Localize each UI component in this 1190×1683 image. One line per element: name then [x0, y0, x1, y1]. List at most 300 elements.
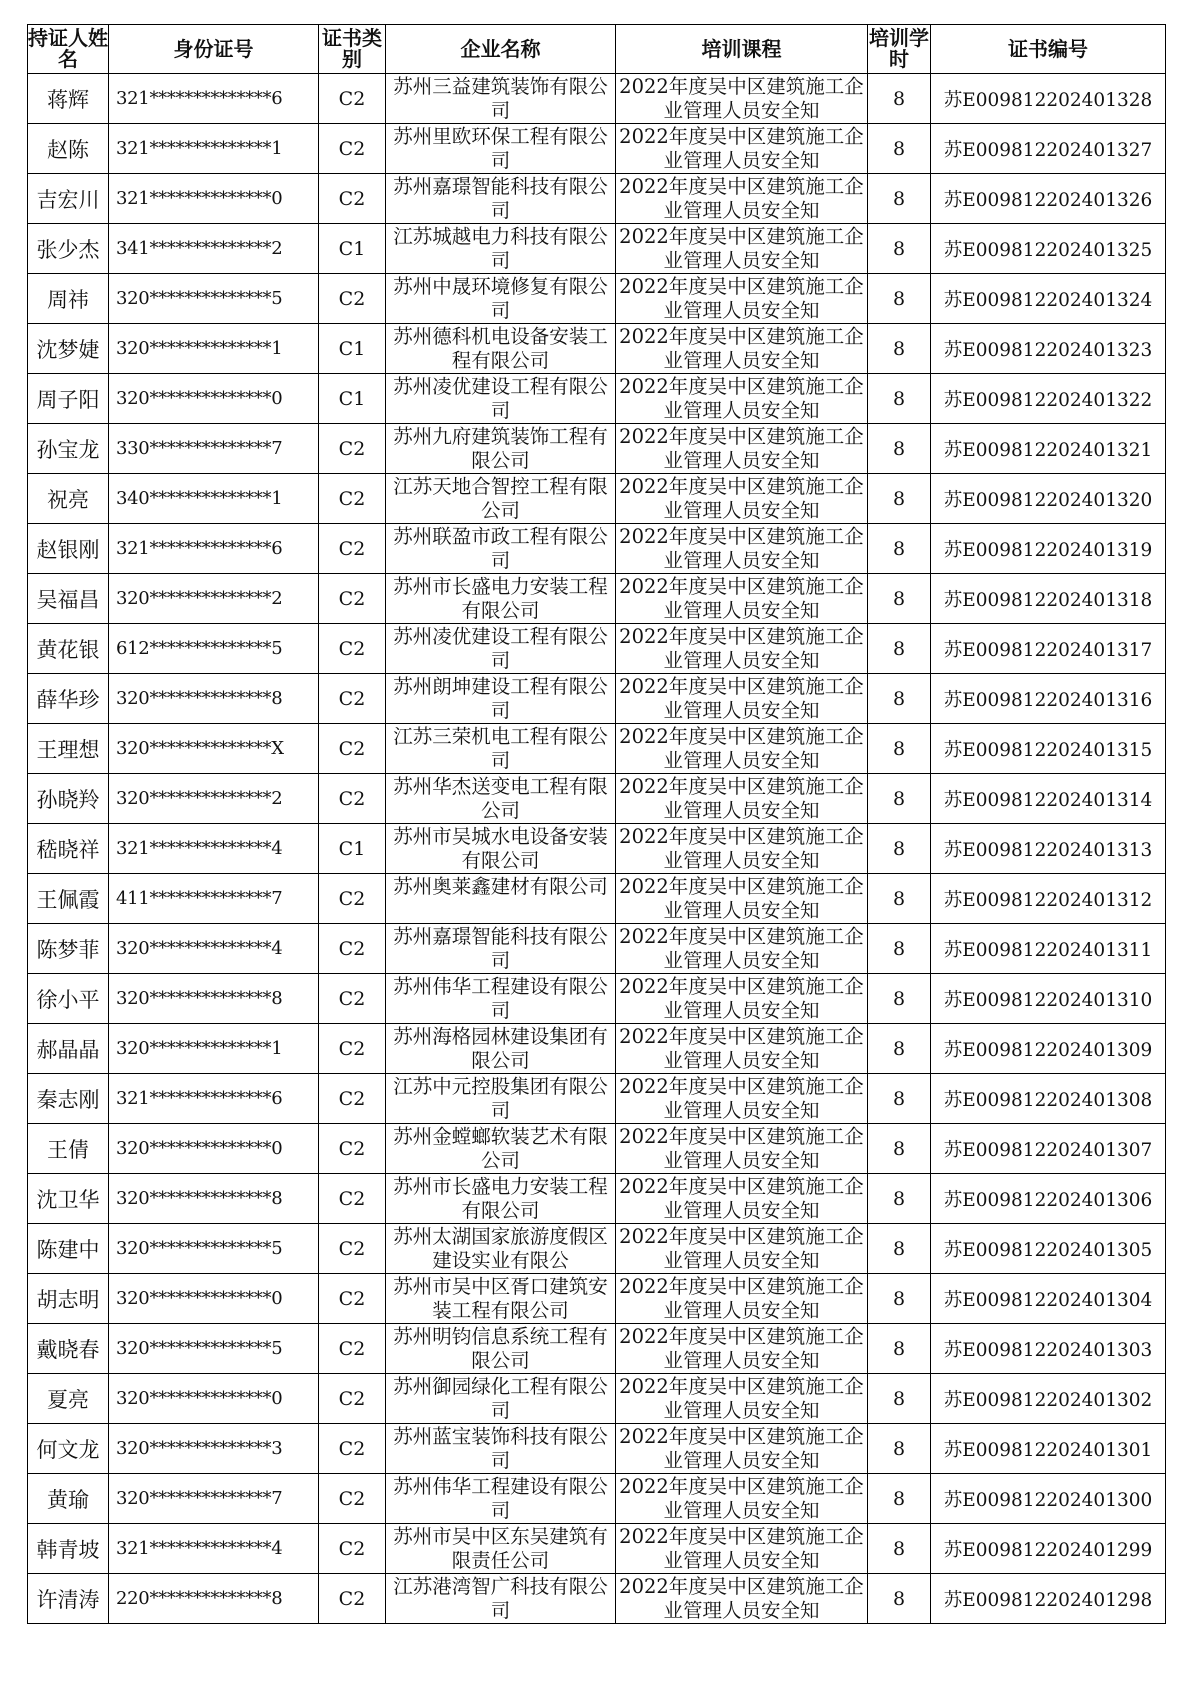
- course-cell: [616, 674, 868, 724]
- course-cell: [616, 574, 868, 624]
- course-cell: [616, 874, 868, 924]
- company-cell-text: 苏州蓝宝装饰科技有限公司: [393, 1425, 608, 1472]
- id-number-cell: 320**************8: [109, 1174, 319, 1224]
- header-id: 身份证号: [109, 25, 319, 74]
- header-hours: 培训学时: [868, 25, 931, 74]
- course-cell-text: 2022年度吴中区建筑施工企业管理人员安全知: [619, 575, 864, 622]
- company-cell: [386, 1074, 616, 1124]
- company-cell-text: 苏州朗坤建设工程有限公司: [393, 675, 608, 722]
- cert-number-cell: 苏E009812202401311: [931, 924, 1166, 974]
- company-cell: [386, 1374, 616, 1424]
- company-cell-text: 苏州伟华工程建设有限公司: [393, 975, 608, 1022]
- hours-cell: 8: [868, 1074, 931, 1124]
- table-row: [28, 474, 1166, 524]
- hours-cell: 8: [868, 1124, 931, 1174]
- id-number-cell: 320**************8: [109, 974, 319, 1024]
- hours-cell: 8: [868, 924, 931, 974]
- id-number-cell: 320**************5: [109, 274, 319, 324]
- company-cell: [386, 324, 616, 374]
- company-cell: [386, 624, 616, 674]
- table-row: [28, 874, 1166, 924]
- course-cell: [616, 1324, 868, 1374]
- course-cell-text: 2022年度吴中区建筑施工企业管理人员安全知: [619, 475, 864, 522]
- course-cell: [616, 824, 868, 874]
- course-cell-text: 2022年度吴中区建筑施工企业管理人员安全知: [619, 1025, 864, 1072]
- cert-type-cell: C2: [319, 524, 386, 574]
- company-cell-text: 苏州御园绿化工程有限公司: [393, 1375, 608, 1422]
- id-number-cell: 340**************1: [109, 474, 319, 524]
- table-row: [28, 1224, 1166, 1274]
- cert-number-cell: 苏E009812202401325: [931, 224, 1166, 274]
- header-type: 证书类别: [319, 25, 386, 74]
- cert-number-cell: 苏E009812202401308: [931, 1074, 1166, 1124]
- cert-type-cell: C2: [319, 974, 386, 1024]
- id-number-cell: 341**************2: [109, 224, 319, 274]
- table-row: [28, 524, 1166, 574]
- course-cell-text: 2022年度吴中区建筑施工企业管理人员安全知: [619, 325, 864, 372]
- hours-cell: 8: [868, 524, 931, 574]
- cert-number-cell: 苏E009812202401305: [931, 1224, 1166, 1274]
- header-row: [28, 25, 1166, 74]
- table-row: [28, 1274, 1166, 1324]
- course-cell: [616, 1474, 868, 1524]
- course-cell: [616, 124, 868, 174]
- cert-type-cell: C2: [319, 774, 386, 824]
- name-cell: 夏亮: [28, 1374, 109, 1424]
- id-number-cell: 320**************X: [109, 724, 319, 774]
- hours-cell: 8: [868, 1324, 931, 1374]
- company-cell: [386, 124, 616, 174]
- header-course: 培训课程: [616, 25, 868, 74]
- hours-cell: 8: [868, 124, 931, 174]
- name-cell: 周子阳: [28, 374, 109, 424]
- hours-cell: 8: [868, 674, 931, 724]
- id-number-cell: 320**************4: [109, 924, 319, 974]
- table-row: [28, 424, 1166, 474]
- name-cell: 孙晓羚: [28, 774, 109, 824]
- id-number-cell: 320**************7: [109, 1474, 319, 1524]
- company-cell-text: 苏州市长盛电力安装工程有限公司: [393, 575, 608, 622]
- table-row: [28, 774, 1166, 824]
- hours-cell: 8: [868, 1574, 931, 1624]
- course-cell: [616, 924, 868, 974]
- course-cell-text: 2022年度吴中区建筑施工企业管理人员安全知: [619, 925, 864, 972]
- hours-cell: 8: [868, 224, 931, 274]
- hours-cell: 8: [868, 974, 931, 1024]
- cert-number-cell: 苏E009812202401317: [931, 624, 1166, 674]
- course-cell: [616, 1024, 868, 1074]
- course-cell: [616, 224, 868, 274]
- course-cell-text: 2022年度吴中区建筑施工企业管理人员安全知: [619, 625, 864, 672]
- id-number-cell: 220**************8: [109, 1574, 319, 1624]
- course-cell-text: 2022年度吴中区建筑施工企业管理人员安全知: [619, 125, 864, 172]
- course-cell-text: 2022年度吴中区建筑施工企业管理人员安全知: [619, 1375, 864, 1422]
- cert-type-cell: C2: [319, 1174, 386, 1224]
- course-cell: [616, 1224, 868, 1274]
- course-cell-text: 2022年度吴中区建筑施工企业管理人员安全知: [619, 1475, 864, 1522]
- hours-cell: 8: [868, 74, 931, 124]
- cert-type-cell: C1: [319, 324, 386, 374]
- company-cell-text: 苏州明钧信息系统工程有限公司: [393, 1325, 608, 1372]
- name-cell: 沈梦婕: [28, 324, 109, 374]
- table-row: [28, 1324, 1166, 1374]
- company-cell: [386, 1124, 616, 1174]
- course-cell: [616, 724, 868, 774]
- company-cell-text: 江苏港湾智广科技有限公司: [393, 1575, 608, 1622]
- cert-number-cell: 苏E009812202401324: [931, 274, 1166, 324]
- course-cell: [616, 424, 868, 474]
- company-cell: [386, 1524, 616, 1574]
- company-cell: [386, 1274, 616, 1324]
- cert-type-cell: C2: [319, 724, 386, 774]
- table-row: [28, 274, 1166, 324]
- course-cell-text: 2022年度吴中区建筑施工企业管理人员安全知: [619, 225, 864, 272]
- cert-number-cell: 苏E009812202401310: [931, 974, 1166, 1024]
- table-row: [28, 124, 1166, 174]
- course-cell: [616, 1574, 868, 1624]
- id-number-cell: 321**************1: [109, 124, 319, 174]
- table-row: [28, 1124, 1166, 1174]
- name-cell: 陈建中: [28, 1224, 109, 1274]
- id-number-cell: 320**************1: [109, 324, 319, 374]
- cert-type-cell: C2: [319, 1424, 386, 1474]
- cert-number-cell: 苏E009812202401306: [931, 1174, 1166, 1224]
- course-cell: [616, 1074, 868, 1124]
- name-cell: 张少杰: [28, 224, 109, 274]
- cert-number-cell: 苏E009812202401309: [931, 1024, 1166, 1074]
- table-row: [28, 1574, 1166, 1624]
- company-cell-text: 苏州联盈市政工程有限公司: [393, 525, 608, 572]
- table-row: [28, 574, 1166, 624]
- company-cell: [386, 974, 616, 1024]
- company-cell-text: 苏州市长盛电力安装工程有限公司: [393, 1175, 608, 1222]
- course-cell: [616, 1524, 868, 1574]
- course-cell: [616, 1374, 868, 1424]
- hours-cell: 8: [868, 774, 931, 824]
- cert-type-cell: C2: [319, 124, 386, 174]
- company-cell-text: 江苏天地合智控工程有限公司: [393, 475, 608, 522]
- company-cell: [386, 74, 616, 124]
- cert-number-cell: 苏E009812202401326: [931, 174, 1166, 224]
- cert-number-cell: 苏E009812202401315: [931, 724, 1166, 774]
- cert-type-cell: C1: [319, 224, 386, 274]
- name-cell: 胡志明: [28, 1274, 109, 1324]
- company-cell-text: 江苏中元控股集团有限公司: [393, 1075, 608, 1122]
- id-number-cell: 321**************6: [109, 1074, 319, 1124]
- course-cell-text: 2022年度吴中区建筑施工企业管理人员安全知: [619, 675, 864, 722]
- course-cell: [616, 1124, 868, 1174]
- id-number-cell: 321**************0: [109, 174, 319, 224]
- hours-cell: 8: [868, 1274, 931, 1324]
- cert-number-cell: 苏E009812202401302: [931, 1374, 1166, 1424]
- certificate-table: [27, 24, 1166, 1624]
- course-cell-text: 2022年度吴中区建筑施工企业管理人员安全知: [619, 825, 864, 872]
- company-cell: [386, 1224, 616, 1274]
- company-cell-text: 苏州凌优建设工程有限公司: [393, 625, 608, 672]
- company-cell: [386, 274, 616, 324]
- cert-number-cell: 苏E009812202401312: [931, 874, 1166, 924]
- name-cell: 黄瑜: [28, 1474, 109, 1524]
- company-cell-text: 苏州海格园林建设集团有限公司: [393, 1025, 608, 1072]
- name-cell: 王佩霞: [28, 874, 109, 924]
- company-cell-text: 苏州太湖国家旅游度假区建设实业有限公: [393, 1225, 608, 1272]
- cert-type-cell: C2: [319, 474, 386, 524]
- id-number-cell: 320**************8: [109, 674, 319, 724]
- course-cell: [616, 1174, 868, 1224]
- name-cell: 吴福昌: [28, 574, 109, 624]
- cert-type-cell: C2: [319, 1074, 386, 1124]
- course-cell: [616, 974, 868, 1024]
- course-cell: [616, 174, 868, 224]
- table-row: [28, 674, 1166, 724]
- course-cell-text: 2022年度吴中区建筑施工企业管理人员安全知: [619, 875, 864, 922]
- cert-number-cell: 苏E009812202401328: [931, 74, 1166, 124]
- company-cell: [386, 524, 616, 574]
- company-cell: [386, 824, 616, 874]
- company-cell: [386, 474, 616, 524]
- course-cell-text: 2022年度吴中区建筑施工企业管理人员安全知: [619, 75, 864, 122]
- company-cell: [386, 874, 616, 924]
- company-cell: [386, 1024, 616, 1074]
- cert-number-cell: 苏E009812202401313: [931, 824, 1166, 874]
- name-cell: 戴晓春: [28, 1324, 109, 1374]
- company-cell-text: 苏州市吴中区胥口建筑安装工程有限公司: [393, 1275, 608, 1322]
- cert-type-cell: C2: [319, 174, 386, 224]
- company-cell-text: 苏州九府建筑装饰工程有限公司: [393, 425, 608, 472]
- name-cell: 嵇晓祥: [28, 824, 109, 874]
- table-row: [28, 974, 1166, 1024]
- name-cell: 韩青坡: [28, 1524, 109, 1574]
- table-row: [28, 924, 1166, 974]
- id-number-cell: 320**************2: [109, 574, 319, 624]
- course-cell-text: 2022年度吴中区建筑施工企业管理人员安全知: [619, 1075, 864, 1122]
- table-row: [28, 1424, 1166, 1474]
- table-row: [28, 324, 1166, 374]
- id-number-cell: 330**************7: [109, 424, 319, 474]
- cert-type-cell: C1: [319, 824, 386, 874]
- hours-cell: 8: [868, 1174, 931, 1224]
- table-row: [28, 1024, 1166, 1074]
- table-row: [28, 824, 1166, 874]
- course-cell-text: 2022年度吴中区建筑施工企业管理人员安全知: [619, 175, 864, 222]
- cert-number-cell: 苏E009812202401322: [931, 374, 1166, 424]
- cert-number-cell: 苏E009812202401303: [931, 1324, 1166, 1374]
- id-number-cell: 320**************1: [109, 1024, 319, 1074]
- company-cell: [386, 1574, 616, 1624]
- hours-cell: 8: [868, 574, 931, 624]
- name-cell: 沈卫华: [28, 1174, 109, 1224]
- id-number-cell: 612**************5: [109, 624, 319, 674]
- cert-type-cell: C2: [319, 274, 386, 324]
- company-cell: [386, 1424, 616, 1474]
- name-cell: 徐小平: [28, 974, 109, 1024]
- course-cell-text: 2022年度吴中区建筑施工企业管理人员安全知: [619, 525, 864, 572]
- course-cell: [616, 1274, 868, 1324]
- name-cell: 吉宏川: [28, 174, 109, 224]
- id-number-cell: 320**************5: [109, 1324, 319, 1374]
- cert-type-cell: C2: [319, 674, 386, 724]
- id-number-cell: 320**************0: [109, 1274, 319, 1324]
- course-cell: [616, 74, 868, 124]
- hours-cell: 8: [868, 424, 931, 474]
- course-cell-text: 2022年度吴中区建筑施工企业管理人员安全知: [619, 725, 864, 772]
- id-number-cell: 320**************3: [109, 1424, 319, 1474]
- course-cell-text: 2022年度吴中区建筑施工企业管理人员安全知: [619, 1175, 864, 1222]
- name-cell: 赵陈: [28, 124, 109, 174]
- course-cell-text: 2022年度吴中区建筑施工企业管理人员安全知: [619, 1425, 864, 1472]
- course-cell-text: 2022年度吴中区建筑施工企业管理人员安全知: [619, 1575, 864, 1622]
- company-cell: [386, 1324, 616, 1374]
- course-cell-text: 2022年度吴中区建筑施工企业管理人员安全知: [619, 425, 864, 472]
- cert-type-cell: C2: [319, 1324, 386, 1374]
- cert-type-cell: C2: [319, 1274, 386, 1324]
- company-cell-text: 苏州伟华工程建设有限公司: [393, 1475, 608, 1522]
- company-cell-text: 苏州凌优建设工程有限公司: [393, 375, 608, 422]
- company-cell-text: 苏州三益建筑装饰有限公司: [393, 75, 608, 122]
- company-cell-text: 苏州嘉璟智能科技有限公司: [393, 925, 608, 972]
- company-cell-text: 江苏城越电力科技有限公司: [393, 225, 608, 272]
- company-cell-text: 苏州市吴城水电设备安装有限公司: [393, 825, 608, 872]
- cert-number-cell: 苏E009812202401320: [931, 474, 1166, 524]
- cert-type-cell: C1: [319, 374, 386, 424]
- id-number-cell: 321**************6: [109, 524, 319, 574]
- table-row: [28, 1474, 1166, 1524]
- company-cell: [386, 1174, 616, 1224]
- cert-type-cell: C2: [319, 574, 386, 624]
- hours-cell: 8: [868, 374, 931, 424]
- hours-cell: 8: [868, 174, 931, 224]
- name-cell: 陈梦菲: [28, 924, 109, 974]
- table-row: [28, 174, 1166, 224]
- table-row: [28, 74, 1166, 124]
- table-row: [28, 374, 1166, 424]
- company-cell-text: 苏州里欧环保工程有限公司: [393, 125, 608, 172]
- hours-cell: 8: [868, 1424, 931, 1474]
- hours-cell: 8: [868, 474, 931, 524]
- course-cell: [616, 524, 868, 574]
- cert-number-cell: 苏E009812202401318: [931, 574, 1166, 624]
- course-cell-text: 2022年度吴中区建筑施工企业管理人员安全知: [619, 375, 864, 422]
- id-number-cell: 320**************0: [109, 374, 319, 424]
- id-number-cell: 320**************0: [109, 1124, 319, 1174]
- table-row: [28, 624, 1166, 674]
- company-cell-text: 苏州嘉璟智能科技有限公司: [393, 175, 608, 222]
- name-cell: 孙宝龙: [28, 424, 109, 474]
- name-cell: 王倩: [28, 1124, 109, 1174]
- cert-type-cell: C2: [319, 874, 386, 924]
- name-cell: 秦志刚: [28, 1074, 109, 1124]
- cert-number-cell: 苏E009812202401327: [931, 124, 1166, 174]
- id-number-cell: 411**************7: [109, 874, 319, 924]
- table-row: [28, 1374, 1166, 1424]
- hours-cell: 8: [868, 824, 931, 874]
- id-number-cell: 321**************4: [109, 824, 319, 874]
- company-cell: [386, 1474, 616, 1524]
- company-cell-text: 苏州市吴中区东吴建筑有限责任公司: [393, 1525, 608, 1572]
- id-number-cell: 320**************2: [109, 774, 319, 824]
- name-cell: 王理想: [28, 724, 109, 774]
- company-cell: [386, 374, 616, 424]
- cert-type-cell: C2: [319, 1374, 386, 1424]
- company-cell-text: 苏州奥莱鑫建材有限公司: [393, 875, 608, 898]
- name-cell: 何文龙: [28, 1424, 109, 1474]
- company-cell: [386, 774, 616, 824]
- table-row: [28, 1074, 1166, 1124]
- id-number-cell: 320**************0: [109, 1374, 319, 1424]
- course-cell: [616, 324, 868, 374]
- company-cell-text: 苏州华杰送变电工程有限公司: [393, 775, 608, 822]
- cert-type-cell: C2: [319, 1224, 386, 1274]
- course-cell: [616, 274, 868, 324]
- cert-number-cell: 苏E009812202401299: [931, 1524, 1166, 1574]
- hours-cell: 8: [868, 874, 931, 924]
- company-cell: [386, 674, 616, 724]
- cert-number-cell: 苏E009812202401323: [931, 324, 1166, 374]
- cert-number-cell: 苏E009812202401300: [931, 1474, 1166, 1524]
- cert-type-cell: C2: [319, 1574, 386, 1624]
- hours-cell: 8: [868, 1224, 931, 1274]
- company-cell: [386, 424, 616, 474]
- course-cell: [616, 774, 868, 824]
- cert-type-cell: C2: [319, 1124, 386, 1174]
- cert-type-cell: C2: [319, 1024, 386, 1074]
- id-number-cell: 321**************6: [109, 74, 319, 124]
- company-cell: [386, 174, 616, 224]
- company-cell: [386, 224, 616, 274]
- name-cell: 周祎: [28, 274, 109, 324]
- course-cell-text: 2022年度吴中区建筑施工企业管理人员安全知: [619, 975, 864, 1022]
- name-cell: 蒋辉: [28, 74, 109, 124]
- company-cell-text: 苏州金螳螂软装艺术有限公司: [393, 1125, 608, 1172]
- name-cell: 郝晶晶: [28, 1024, 109, 1074]
- table-row: [28, 1174, 1166, 1224]
- hours-cell: 8: [868, 1374, 931, 1424]
- name-cell: 薛华珍: [28, 674, 109, 724]
- course-cell: [616, 624, 868, 674]
- course-cell-text: 2022年度吴中区建筑施工企业管理人员安全知: [619, 1225, 864, 1272]
- cert-number-cell: 苏E009812202401307: [931, 1124, 1166, 1174]
- table-row: [28, 724, 1166, 774]
- company-cell-text: 江苏三荣机电工程有限公司: [393, 725, 608, 772]
- company-cell-text: 苏州德科机电设备安装工程有限公司: [393, 325, 608, 372]
- hours-cell: 8: [868, 724, 931, 774]
- hours-cell: 8: [868, 624, 931, 674]
- cert-type-cell: C2: [319, 624, 386, 674]
- name-cell: 黄花银: [28, 624, 109, 674]
- name-cell: 祝亮: [28, 474, 109, 524]
- hours-cell: 8: [868, 1524, 931, 1574]
- company-cell-text: 苏州中晟环境修复有限公司: [393, 275, 608, 322]
- cert-number-cell: 苏E009812202401316: [931, 674, 1166, 724]
- hours-cell: 8: [868, 1474, 931, 1524]
- cert-type-cell: C2: [319, 1474, 386, 1524]
- table-row: [28, 224, 1166, 274]
- hours-cell: 8: [868, 274, 931, 324]
- course-cell-text: 2022年度吴中区建筑施工企业管理人员安全知: [619, 1325, 864, 1372]
- course-cell-text: 2022年度吴中区建筑施工企业管理人员安全知: [619, 275, 864, 322]
- company-cell: [386, 924, 616, 974]
- cert-type-cell: C2: [319, 424, 386, 474]
- table-row: [28, 1524, 1166, 1574]
- course-cell: [616, 474, 868, 524]
- course-cell-text: 2022年度吴中区建筑施工企业管理人员安全知: [619, 775, 864, 822]
- id-number-cell: 320**************5: [109, 1224, 319, 1274]
- name-cell: 赵银刚: [28, 524, 109, 574]
- course-cell-text: 2022年度吴中区建筑施工企业管理人员安全知: [619, 1125, 864, 1172]
- cert-number-cell: 苏E009812202401304: [931, 1274, 1166, 1324]
- hours-cell: 8: [868, 1024, 931, 1074]
- cert-number-cell: 苏E009812202401321: [931, 424, 1166, 474]
